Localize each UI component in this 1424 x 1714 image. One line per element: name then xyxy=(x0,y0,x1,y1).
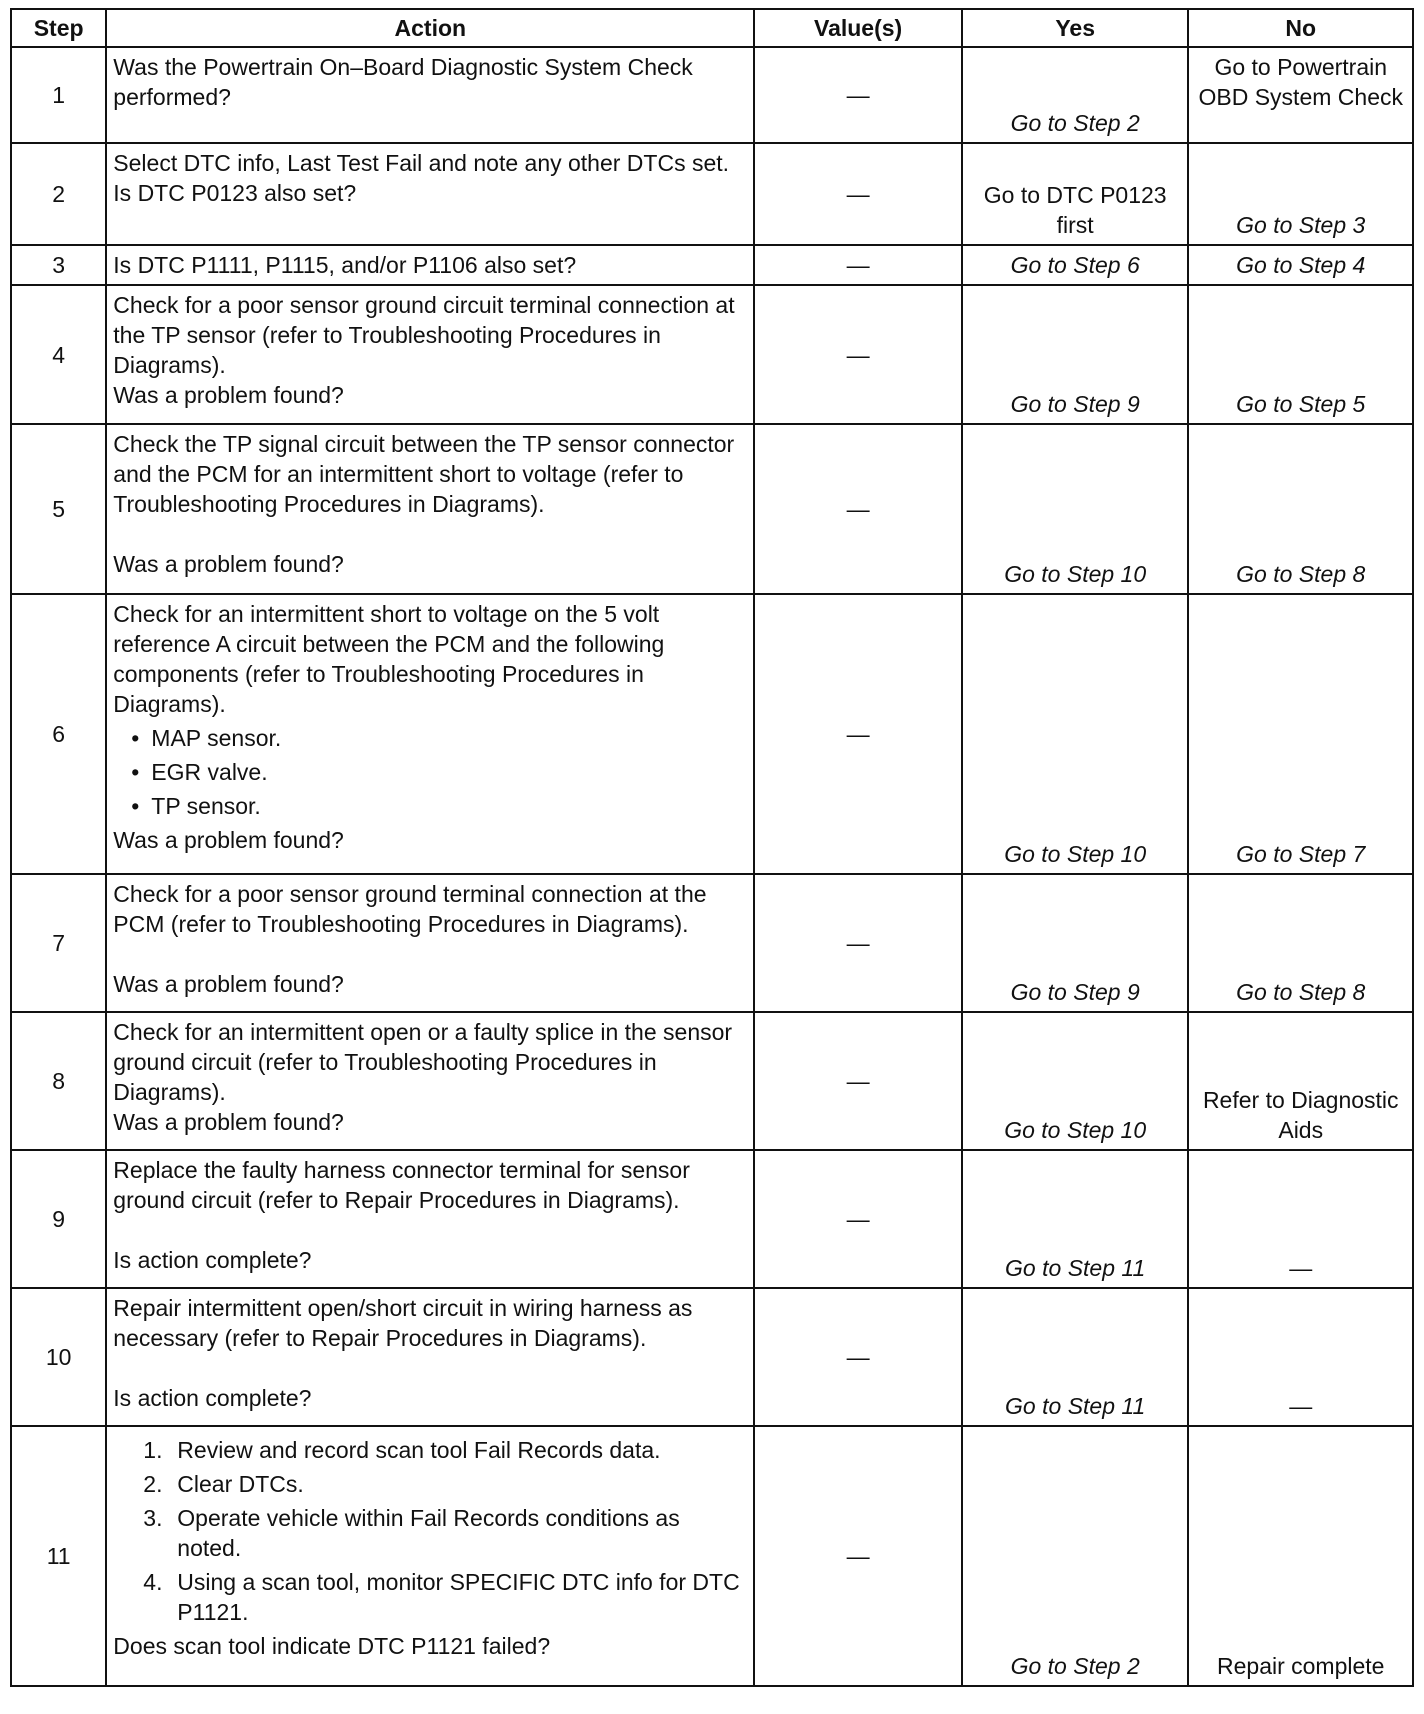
header-step: Step xyxy=(11,9,106,47)
action-text: Check for an intermittent short to voltage on the 5 volt reference A circuit between the PCM and the following components (refer to Troubleshooting Procedures in Diagrams). xyxy=(113,601,665,717)
bullet-item: • MAP sensor. xyxy=(113,723,747,753)
value-cell: — xyxy=(754,285,962,424)
step-number: 11 xyxy=(11,1426,106,1686)
step-number: 5 xyxy=(11,424,106,594)
numbered-item xyxy=(113,1567,747,1627)
table-row xyxy=(11,47,1413,143)
header-action: Action xyxy=(106,9,754,47)
action-text: Replace the faulty harness connector terminal for sensor ground circuit (refer to Repair Procedures in Diagrams). xyxy=(113,1157,690,1213)
yes-cell: Go to Step 11 xyxy=(962,1150,1189,1288)
item-text: Review and record scan tool Fail Records data. xyxy=(177,1437,661,1463)
no-cell: Go to Step 5 xyxy=(1188,285,1413,424)
numbered-item xyxy=(113,1469,747,1499)
value-cell: — xyxy=(754,1150,962,1288)
table-row xyxy=(11,1426,1413,1686)
bullet-item: • EGR valve. xyxy=(113,757,747,787)
item-text: Operate vehicle within Fail Records conditions as noted. xyxy=(177,1505,680,1561)
action-cell xyxy=(106,594,754,874)
spacer xyxy=(113,939,747,969)
step-number: 4 xyxy=(11,285,106,424)
header-yes: Yes xyxy=(962,9,1189,47)
header-values: Value(s) xyxy=(754,9,962,47)
header-row xyxy=(11,9,1413,47)
header-no: No xyxy=(1188,9,1413,47)
value-cell: — xyxy=(754,245,962,285)
spacer xyxy=(113,1353,747,1383)
action-question: Is action complete? xyxy=(113,1385,312,1411)
action-cell xyxy=(106,1288,754,1426)
no-cell: — xyxy=(1188,1150,1413,1288)
value-cell: — xyxy=(754,47,962,143)
no-cell: Go to Step 8 xyxy=(1188,424,1413,594)
action-cell xyxy=(106,245,754,285)
step-number: 3 xyxy=(11,245,106,285)
action-question: Was a problem found? xyxy=(113,551,344,577)
table-row xyxy=(11,143,1413,245)
action-cell xyxy=(106,874,754,1012)
action-cell xyxy=(106,285,754,424)
item-number: 1. xyxy=(143,1437,163,1463)
numbered-item xyxy=(113,1503,747,1563)
yes-cell: Go to Step 9 xyxy=(962,285,1189,424)
value-cell: — xyxy=(754,424,962,594)
yes-cell: Go to Step 10 xyxy=(962,1012,1189,1150)
action-cell xyxy=(106,1150,754,1288)
step-number: 2 xyxy=(11,143,106,245)
no-cell: Repair complete xyxy=(1188,1426,1413,1686)
value-cell: — xyxy=(754,1426,962,1686)
item-number: 2. xyxy=(143,1471,163,1497)
action-text: Check for a poor sensor ground circuit terminal connection at the TP sensor (refer to Troubleshooting Procedures in Diagrams). xyxy=(113,292,735,378)
yes-cell: Go to Step 10 xyxy=(962,424,1189,594)
numbered-item xyxy=(113,1435,747,1465)
action-text: Repair intermittent open/short circuit in wiring harness as necessary (refer to Repair Procedures in Diagrams). xyxy=(113,1295,693,1351)
yes-cell: Go to Step 9 xyxy=(962,874,1189,1012)
table-row xyxy=(11,1012,1413,1150)
item-text: Using a scan tool, monitor SPECIFIC DTC info for DTC P1121. xyxy=(177,1569,740,1625)
action-text: Was the Powertrain On–Board Diagnostic System Check performed? xyxy=(113,54,693,110)
yes-cell: Go to Step 2 xyxy=(962,1426,1189,1686)
value-cell: — xyxy=(754,594,962,874)
no-cell: — xyxy=(1188,1288,1413,1426)
action-question: Is action complete? xyxy=(113,1247,312,1273)
action-cell xyxy=(106,1426,754,1686)
table-row xyxy=(11,285,1413,424)
step-number: 1 xyxy=(11,47,106,143)
value-cell: — xyxy=(754,1288,962,1426)
yes-cell: Go to DTC P0123 first xyxy=(962,143,1189,245)
no-cell: Go to Step 8 xyxy=(1188,874,1413,1012)
action-question: Was a problem found? xyxy=(113,382,344,408)
spacer xyxy=(113,1215,747,1245)
yes-cell: Go to Step 11 xyxy=(962,1288,1189,1426)
action-text: Check for an intermittent open or a faulty splice in the sensor ground circuit (refer to Troubleshooting Procedures in Diagrams). xyxy=(113,1019,733,1105)
table-row xyxy=(11,594,1413,874)
value-cell: — xyxy=(754,1012,962,1150)
step-number: 7 xyxy=(11,874,106,1012)
step-number: 10 xyxy=(11,1288,106,1426)
item-text: Clear DTCs. xyxy=(177,1471,304,1497)
no-cell: Refer to Diagnostic Aids xyxy=(1188,1012,1413,1150)
item-number: 3. xyxy=(143,1505,163,1531)
table-row xyxy=(11,874,1413,1012)
diagnostic-table xyxy=(10,8,1414,1687)
yes-cell: Go to Step 10 xyxy=(962,594,1189,874)
action-question: Was a problem found? xyxy=(113,827,344,853)
action-cell xyxy=(106,1012,754,1150)
no-cell: Go to Powertrain OBD System Check xyxy=(1188,47,1413,143)
value-cell: — xyxy=(754,874,962,1012)
action-question: Is DTC P0123 also set? xyxy=(113,180,357,206)
value-cell: — xyxy=(754,143,962,245)
action-text: Check for a poor sensor ground terminal connection at the PCM (refer to Troubleshooting Procedures in Diagrams). xyxy=(113,881,707,937)
bullet-item: • TP sensor. xyxy=(113,791,747,821)
action-text: Check the TP signal circuit between the TP sensor connector and the PCM for an intermittent short to voltage (refer to Troubleshooting Procedures in Diagrams). xyxy=(113,431,735,517)
step-number: 6 xyxy=(11,594,106,874)
action-cell xyxy=(106,424,754,594)
table-row xyxy=(11,424,1413,594)
no-cell: Go to Step 3 xyxy=(1188,143,1413,245)
item-number: 4. xyxy=(143,1569,163,1595)
action-text: Select DTC info, Last Test Fail and note any other DTCs set. xyxy=(113,150,730,176)
table-row xyxy=(11,1288,1413,1426)
action-text: Is DTC P1111, P1115, and/or P1106 also set? xyxy=(113,252,577,278)
action-cell xyxy=(106,47,754,143)
step-number: 8 xyxy=(11,1012,106,1150)
step-number: 9 xyxy=(11,1150,106,1288)
action-question: Was a problem found? xyxy=(113,971,344,997)
action-question: Was a problem found? xyxy=(113,1109,344,1135)
yes-cell: Go to Step 2 xyxy=(962,47,1189,143)
table-row xyxy=(11,245,1413,285)
action-cell xyxy=(106,143,754,245)
no-cell: Go to Step 4 xyxy=(1188,245,1413,285)
action-question: Does scan tool indicate DTC P1121 failed? xyxy=(113,1633,551,1659)
spacer xyxy=(113,519,747,549)
table-row xyxy=(11,1150,1413,1288)
no-cell: Go to Step 7 xyxy=(1188,594,1413,874)
yes-cell: Go to Step 6 xyxy=(962,245,1189,285)
